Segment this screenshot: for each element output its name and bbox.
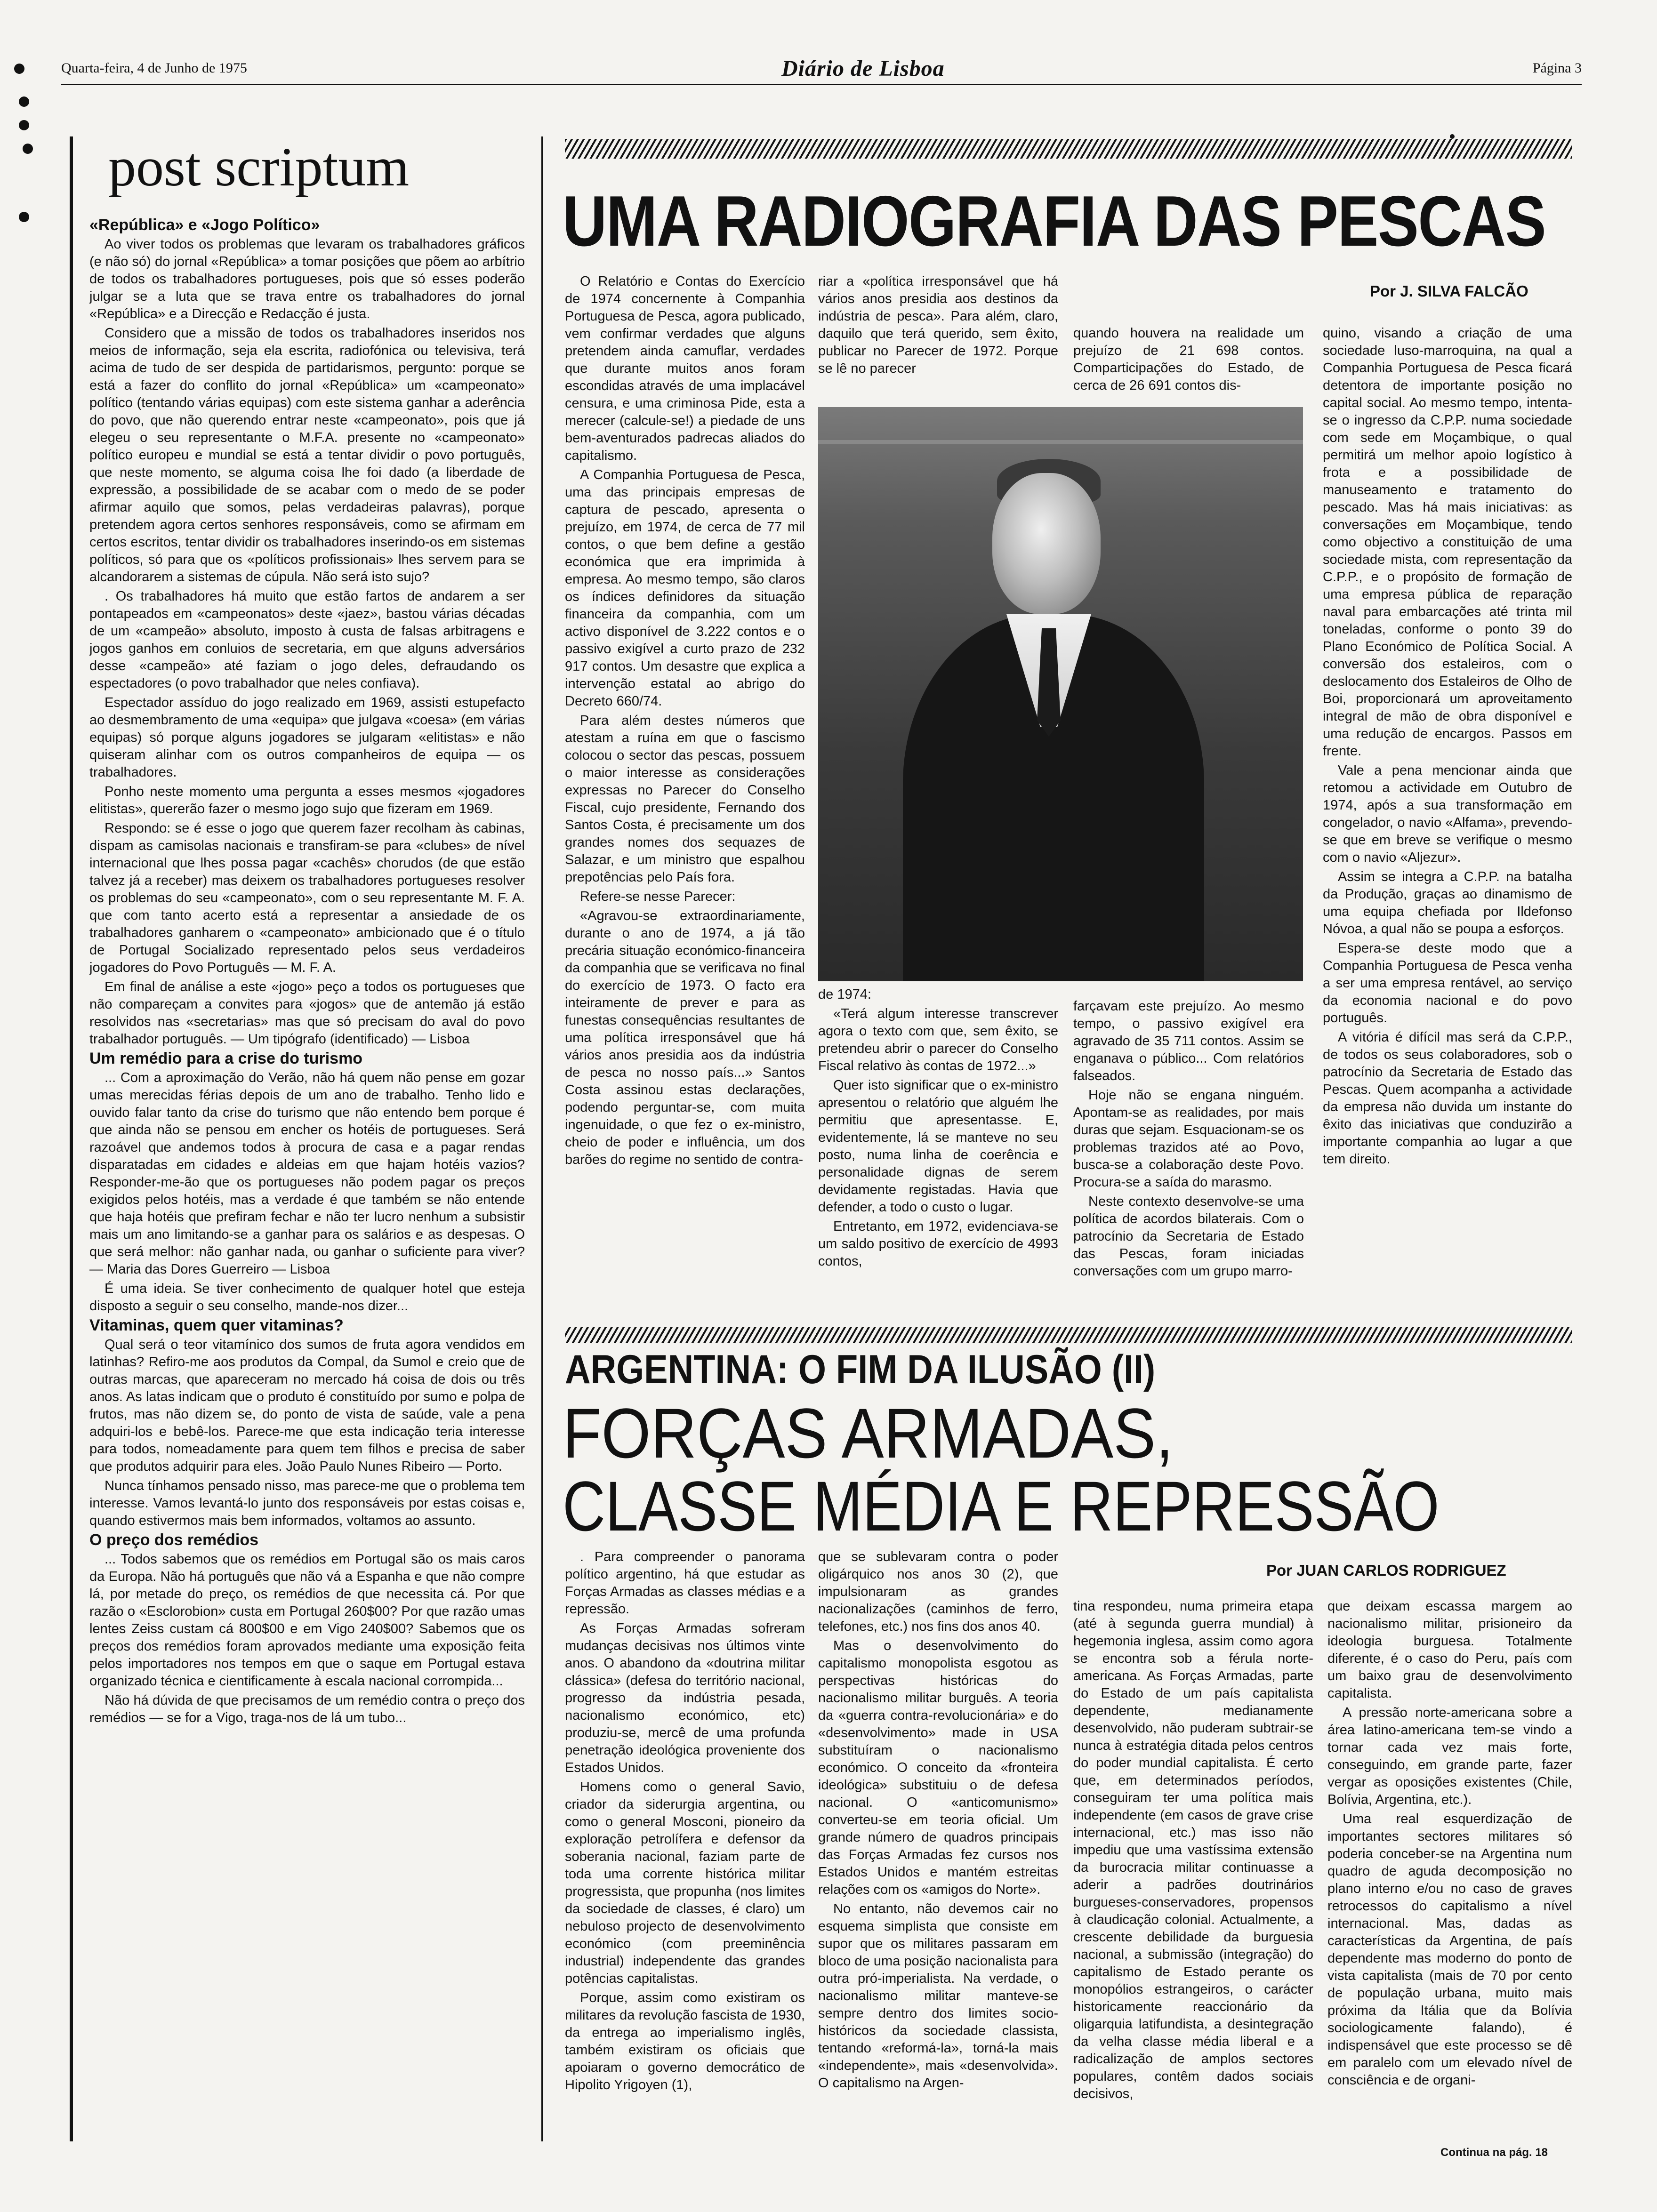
argentina-hatch-band [565,1327,1572,1343]
ps1-para: Ao viver todos os problemas que levaram os trabalhadores gráficos (e não só) do jornal «República» a tomar posições que põem ao arbítrio de todos os trabalhadores portugueses, pois que só esses poderão julgar se a luta que se trava entre os trabalhadores do jornal «República» e a Direcção e Redacção é justa. [89,237,525,321]
ps1-para: Espectador assíduo do jogo realizado em 1969, assisti estupefacto ao desmembramento de uma «equipa» que julgava «coesa» (em várias equipas) só porque alguns jogadores se julgaram «elitistas» e não quiseram alinhar com os outros companheiros de equipa — os trabalhadores. [89,695,525,780]
argentina-para: A pressão norte-americana sobre a área latino-americana tem-se vindo a tornar cada vez mais forte, conseguindo, em grande parte, fazer vergar as oposições existentes (Chile, Bolívia, Argentina, etc.). [1327,1705,1572,1807]
ps1-para: Considero que a missão de todos os trabalhadores inseridos nos meios de informação, seja ela escrita, radiofónica ou televisiva, terá acima de tudo de ser despida de partidarismos, pergunto: porque se está a fazer do conflito do jornal «República» um «campeonato» político (tentando várias equipas) com este sistema ganhar a aderência do povo, que não querendo entrar neste «campeonato», pois que já elegeu o seu representante o M.F.A. presente no «campeonato» político europeu e mundial se está a tentar dividir o povo português, que neste momento, se alguma coisa lhe foi dado (a liberdade de expressão, a possibilidade de se acabar com o medo de se poder afirmar aquilo que somos, pelas verdadeiras palavras), porque pretendem agora certos senhores responsáveis, como se afirmam em certos escritos, tentar dividir os trabalhadores inserindo-os em sistemas políticos, só para que os «políticos profissionais» lhes servem para se alcandorarem a sistemas de cúpula. Não será isto sujo? [89,326,525,585]
ps1-para: Ponho neste momento uma pergunta a esses mesmos «jogadores elitistas», quererão fazer o mesmo jogo sujo que fizeram em 1969. [89,784,525,817]
argentina-headline-2: CLASSE MÉDIA E REPRESSÃO [563,1467,1440,1546]
argentina-para: . Para compreender o panorama político argentino, há que estudar as Forças Armadas as classes médias e a repressão. [565,1549,805,1617]
argentina-para: Uma real esquerdização de importantes sectores militares só poderia conceber-se na Argentina num quadro de aguda decomposição no plano interno e/ou no caso de graves retrocessos do capitalismo a nível internacional. Mas, dadas as características da Argentina, de país dependente mas moderno do ponto de vista capitalista (mais de 70 por cento de população urbana, muito mais próxima da Itália que da Bolívia sociologicamente falando), é indispensável que este processo se dê em paralelo com um elevado nível de consciência e de organi- [1327,1811,1572,2088]
pescas-para: farçavam este prejuízo. Ao mesmo tempo, o passivo exigível era agravado de 35 711 contos. Assim se enganava o público... Com relatórios falseados. [1073,999,1304,1083]
portrait-photo [818,407,1303,981]
pescas-para: Neste contexto desenvolve-se uma política de acordos bilaterais. Com o patrocínio da Secretaria de Estado das Pescas, foram iniciadas conversações com um grupo marro- [1073,1194,1304,1279]
pescas-para: Entretanto, em 1972, evidenciava-se um saldo positivo de exercício de 4993 contos, [818,1219,1058,1269]
postscriptum-subhead-2: Um remédio para a crise do turismo [89,1050,363,1067]
ps2-para: É uma ideia. Se tiver conhecimento de qualquer hotel que esteja disposto a seguir o seu conselho, mande-nos dizer... [89,1281,525,1314]
argentina-para: Mas o desenvolvimento do capitalismo monopolista esgotou as perspectivas históricas do nacionalismo militar burguês. A teoria da «guerra contra-revolucionária» e do «desenvolvimento» made in USA substituíram o nacionalismo económico. O conceito da «fronteira ideológica» substituiu o de defesa nacional. O «anticomunismo» converteu-se em teoria oficial. Um grande número de quadros principais das Forças Armadas fez cursos nos Estados Unidos e mantém estreitas relações com os «amigos do Norte». [818,1638,1058,1897]
argentina-col-4 [1327,1598,1572,2134]
pescas-para: A vitória é difícil mas será da C.P.P., de todos os seus colaboradores, sob o patrocínio da Secretaria de Estado das Pescas. Quem acompanha a actividade da empresa não duvida um instante do êxito das iniciativas que conduzirão a importante companhia ao lugar a que tem direito. [1323,1030,1572,1167]
pescas-headline: UMA RADIOGRAFIA DAS PESCAS [563,181,1546,261]
left-column-rule [70,136,73,2141]
margin-dot-1 [14,64,24,74]
section-divider-rule [541,136,543,2141]
postscriptum-subhead-4: O preço dos remédios [89,1531,258,1549]
ps3-para: Nunca tínhamos pensado nisso, mas parece-me que o problema tem interesse. Vamos levantá-lo junto dos responsáveis por estas coisas e, quando estivermos mais bem informados, voltamos ao assunto. [89,1478,525,1528]
argentina-para: que se sublevaram contra o poder oligárquico nos anos 30 (2), que impulsionaram as grandes nacionalizações (caminhos de ferro, telefones, etc.) nos fins dos anos 40. [818,1549,1058,1634]
postscriptum-subhead-1: «República» e «Jogo Político» [89,216,320,234]
continued-on-page: Continua na pág. 18 [1440,2146,1548,2159]
pescas-para: riar a «política irresponsável que há vários anos presidia aos destinos da indústria de pesca». Para além, claro, daquilo que terá querido, sem êxito, publicar no Parecer de 1972. Porque se lê no parecer [818,274,1058,376]
pescas-byline: Por J. SILVA FALCÃO [1370,282,1528,300]
page-number: Página 3 [1532,60,1582,76]
argentina-kicker: ARGENTINA: O FIM DA ILUSÃO (II) [565,1347,1156,1392]
argentina-para: que deixam escassa margem ao nacionalismo militar, prisioneiro da ideologia burguesa. Totalmente diferente, é o caso do Peru, país com um baixo grau de desenvolvimento capitalista. [1327,1599,1572,1701]
pescas-para: quando houvera na realidade um prejuízo de 21 698 contos. Comparticipações do Estado, de cerca de 26 691 contos dis- [1073,326,1304,393]
ps1-para: . Os trabalhadores há muito que estão fartos de andarem a ser pontapeados em «campeonatos» deste «jaez», bastou várias décadas de um «campeão» absoluto, imposto à custa de falsas arbitragens e jogos ganhos em conluios de secretaria, em que alguns adversários desse «campeão» até faziam o jogo deles, defraudando os espectadores (o povo trabalhador que neles confiava). [89,589,525,691]
ps1-para: Respondo: se é esse o jogo que querem fazer recolham às cabinas, dispam as camisolas nacionais e transfiram-se para «clubes» de nível internacional que lhes possa pagar «cachês» chorudos (de que estão talvez já a receber) mas deixem os trabalhadores portugueses resolver os problemas do seu «campeonato», com o seu representante M. F. A. que com tanto acerto está a representar a ansiedade de os trabalhadores ganharem o «campeonato» ambicionado que é o título de Portugal Socializado representado pelos seus verdadeiros jogadores do Povo Português — M. F. A. [89,821,525,975]
argentina-col-2 [818,1548,1058,2141]
argentina-para: Porque, assim como existiram os militares da revolução fascista de 1930, da entrega ao imperialismo inglês, também existiram os oficiais que apoiaram o governo democrático de Hipolito Yrigoyen (1), [565,1990,805,2092]
pescas-hatch-band [565,139,1572,159]
pescas-para: A Companhia Portuguesa de Pesca, uma das principais empresas de captura de pescado, apresenta o prejuízo, em 1974, de cerca de 77 mil contos, o que bem define a gestão económica que era imprimida à empresa. Ao mesmo tempo, são claros os índices definidores da situação financeira da companhia, com um activo disponível de 3.222 contos e o passivo exigível a curto prazo de 232 917 contos. Um desastre que explica a intervenção estatal ao abrigo do Decreto 660/74. [565,467,805,709]
pescas-col-3a [1073,325,1304,405]
issue-date: Quarta-feira, 4 de Junho de 1975 [61,60,247,76]
postscriptum-column [89,216,525,2137]
pescas-para: Espera-se deste modo que a Companhia Portuguesa de Pesca venha a ser uma empresa rentável, ao serviço da economia nacional e do povo português. [1323,941,1572,1026]
postscriptum-title: post scriptum [108,136,410,198]
margin-dot-6 [1450,134,1455,139]
pescas-col-4 [1323,325,1572,1313]
pescas-col-1 [565,273,805,1304]
pescas-col-2a [818,273,1058,405]
pescas-col-3b [1073,998,1304,1308]
ps3-para: Qual será o teor vitamínico dos sumos de fruta agora vendidos em latinhas? Refiro-me aos produtos da Compal, da Sumol e creio que de outras marcas, que apareceram no mercado há coisa de dois ou três anos. As latas indicam que o produto é constituído por sumo e polpa de frutos, mas não dizem se, do ponto de vista de saúde, vale a pena adquiri-los e bebê-los. Parece-me que esta indicação teria interesse para todos, nomeadamente para quem tem filhos e precisa de saber que produtos adquirir para eles. João Paulo Nunes Ribeiro — Porto. [89,1337,525,1474]
margin-dot-4 [23,144,33,154]
argentina-para: Homens como o general Savio, criador da siderurgia argentina, ou como o general Mosconi, pioneiro da exploração petrolífera e defensor da soberania nacional, faziam parte de toda uma corrente histórica militar progressista, que propunha (nos limites da sociedade de classes, é claro) um nebuloso projecto de desenvolvimento económico (com preeminência industrial) independente das grandes potências capitalistas. [565,1779,805,1986]
pescas-para: «Terá algum interesse transcrever agora o texto com que, sem êxito, se pretendeu abrir o parecer do Conselho Fiscal relativo às contas de 1972...» [818,1006,1058,1074]
argentina-col-3 [1073,1598,1313,2141]
margin-dot-2 [19,96,29,107]
photo-background-rail [818,440,1303,444]
argentina-headline-1: FORÇAS ARMADAS, [563,1394,1174,1473]
pescas-para: Refere-se nesse Parecer: [580,889,736,904]
argentina-para: No entanto, não devemos cair no esquema simplista que consiste em supor que os militares passaram em bloco de uma posição nacionalista para outra pró-imperialista. Na verdade, o nacionalismo militar manteve-se sempre dentro dos limites socio-históricos da sociedade classista, tentando «reformá-la», torná-la mais «independente», mais «desenvolvida». O capitalismo na Argen- [818,1901,1058,2091]
pescas-para: «Agravou-se extraordinariamente, durante o ano de 1974, a já tão precária situação económico-financeira da companhia que se verificava no final do exercício de 1973. O facto era inteiramente de prever e para as funestas consequências resultantes de uma política irresponsável que há vários anos presidia aos da indústria de pesca no nosso país...» Santos Costa assinou estas declarações, podendo perguntar-se, com muita ingenuidade, o que fez o ex-ministro, cheio de poder e influência, um dos barões do regime no sentido de contra- [565,908,805,1167]
pescas-para: Para além destes números que atestam a ruína em que o fascismo colocou o sector das pescas, possuem o maior interesse as considerações expressas no Parecer do Conselho Fiscal, cujo presidente, Fernando dos Santos Costa, é precisamente um dos grandes nomes dos sequazes de Salazar, e um ministro que espalhou prepotências pelo País fora. [565,713,805,885]
margin-dot-3 [19,120,29,130]
margin-dot-5 [19,212,29,222]
argentina-para: tina respondeu, numa primeira etapa (até à segunda guerra mundial) à hegemonia inglesa, assim como agora se encontra sob a férula norte-americana. As Forças Armadas, parte do Estado de um país capitalista dependente, medianamente desenvolvido, não puderam subtrair-se nunca à estratégia ditada pelos centros do poder mundial capitalista. É certo que, em determinados períodos, conseguiram ter uma política mais independente (em casos de grave crise internacional, etc.) mas isso não impediu que uma vastíssima extensão da burocracia militar continuasse a aderir a padrões doutrinários burgueses-conservadores, propensos à claudicação colonial. Actualmente, a crescente debilidade da burguesia nacional, a submissão (integração) do capitalismo de Estado perante os monopólios estrangeiros, o carácter historicamente reaccionário da oligarquia latifundista, a desintegração da velha classe média liberal e a radicalização de amplos sectores populares, contêm dados sociais decisivos, [1073,1599,1313,2101]
ps2-para: ... Com a aproximação do Verão, não há quem não pense em gozar umas merecidas férias depois de um ano de trabalho. Tenho lido e ouvido falar tanto da crise do turismo que não entendo bem porque é que ainda não se pensou em encher os hotéis de portugueses. Será razoável que andemos todos à procura de casa e a pagar rendas disparatadas em cidades e aldeias em que hajam hotéis vazios? Responder-me-ão que os portugueses não podem pagar os preços exigidos pelos hotéis, mas a verdade é que também se não entende que haja hotéis que prefiram fechar e não ter lucro nenhum a subsistir mais um ano limitando-se a ganhar para os salários e as despesas. O que será melhor: não ganhar nada, ou ganhar o suficiente para viver? — Maria das Dores Guerreiro — Lisboa [89,1070,525,1277]
pescas-para: Hoje não se engana ninguém. Apontam-se as realidades, por mais duras que sejam. Esquacionam-se os problemas trazidos até ao Povo, busca-se a colaboração deste Povo. Procura-se a saída do marasmo. [1073,1088,1304,1190]
ps4-para: ... Todos sabemos que os remédios em Portugal são os mais caros da Europa. Não há português que não vá a Espanha e que não compre lá, por metade do preço, os remédios de que necessita cá. Por que razão o «Esclorobion» custa em Portugal 260$00? Por que razão umas lentes Zeiss custam cá 800$00 e em Vigo 240$00? Sabemos que os preços dos remédios foram aprovados mediante uma exposição feita pelos importadores nos tempos em que o saque em Portugal estava organizado técnica e cientificamente à escala nacional corrompida... [89,1552,525,1689]
ps4-para: Não há dúvida de que precisamos de um remédio contra o preço dos remédios — se for a Vigo, traga-nos de lá um tubo... [89,1693,525,1725]
pescas-para: Quer isto significar que o ex-ministro apresentou o relatório que alguém lhe permitiu que apresentasse. E, evidentemente, lá se manteve no seu posto, numa linha de coerência e personalidade dignas de serem devidamente registadas. Havia que defender, a todo o custo o lugar. [818,1078,1058,1215]
masthead: Diário de Lisboa [781,56,945,81]
pescas-para: O Relatório e Contas do Exercício de 1974 concernente à Companhia Portuguesa de Pesca, agora publicado, vem confirmar verdades que alguns pretendem ainda camuflar, verdades que durante muitos anos foram escondidas através de uma implacável censura, e uma criminosa Pide, esta a merecer (calcule-se!) a piedade de uns bem-aventurados padrecas aliados do capitalismo. [565,274,805,463]
argentina-byline: Por JUAN CARLOS RODRIGUEZ [1266,1562,1506,1579]
argentina-col-1 [565,1548,805,2141]
photo-face [992,473,1101,614]
pescas-para: de 1974: [818,987,871,1002]
pescas-col-2b [818,986,1058,1306]
postscriptum-subhead-3: Vitaminas, quem quer vitaminas? [89,1316,344,1334]
pescas-para: quino, visando a criação de uma sociedade luso-marroquina, na qual a Companhia Portuguesa de Pesca ficará detentora de importante posição no capital social. Ao mesmo tempo, intenta-se o ingresso da C.P.P. numa sociedade com sede em Moçambique, o qual permitirá um melhor apoio logístico à frota e a possibilidade de manuseamento e tratamento do pescado. Mas há mais iniciativas: as conversações em Moçambique, tendo como objectivo a constituição de uma sociedade mista, com representação da C.P.P., e o propósito de formação de uma empresa pública de reparação naval para embarcações até trinta mil toneladas, conforme o ponto 39 do Plano Económico de Política Social. A conversão dos estaleiros, com o deslocamento dos Estaleiros de Olho de Boi, proporcionará um aproveitamento integral de mão de obra disponível e uma redução de encargos. Passos em frente. [1323,326,1572,759]
pescas-para: Assim se integra a C.P.P. na batalha da Produção, graças ao dinamismo de uma equipa chefiada por Ildefonso Nóvoa, a qual não se poupa a esforços. [1323,869,1572,937]
argentina-para: As Forças Armadas sofreram mudanças decisivas nos últimos vinte anos. O abandono da «doutrina militar clássica» (defesa do território nacional, progresso da indústria pesada, nacionalismo económico, etc) produziu-se, mercê de uma profunda penetração ideológica proveniente dos Estados Unidos. [565,1621,805,1775]
pescas-para: Vale a pena mencionar ainda que retomou a actividade em Outubro de 1974, após a sua transformação em congelador, o navio «Alfama», prevendo-se que em breve se verifique o mesmo com o navio «Aljezur». [1323,763,1572,865]
ps1-para: Em final de análise a este «jogo» peço a todos os portugueses que não compareçam a convites para «jogos» que de antemão já estão resolvidos nas «secretarias» mas que só precisam do aval do povo trabalhador português. — Um tipógrafo (identificado) — Lisboa [89,979,525,1047]
page-header [61,56,1582,93]
header-rule [61,84,1582,85]
